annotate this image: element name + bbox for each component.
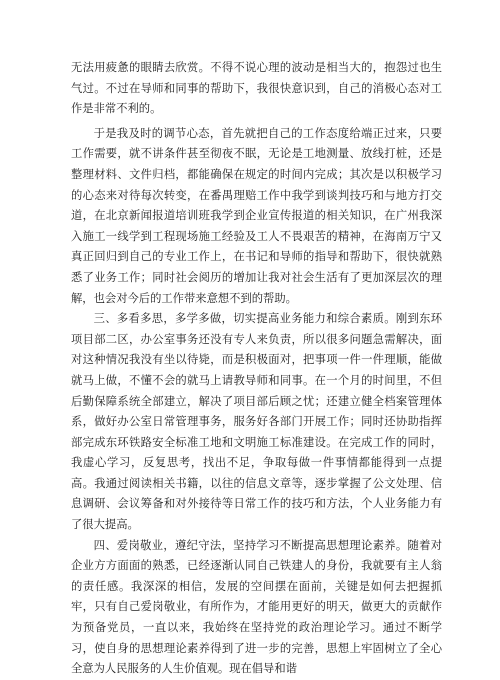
paragraph-4: 四、爱岗敬业，遵纪守法，坚持学习不断提高思想理论素养。随着对企业方方面面的熟悉，已经逐渐认同自己铁建人的身份，我就要有主人翁的责任感。我深深的相信，发展的空间摆在面前，关键是如何去把握抓牢，只有自己爱岗敬业，有所作为，才能用更好的明天，做更大的贡献作为预备党员，一直以来，我始终在坚持党的政治理论学习。通过不断学习，使自身的思想理论素养得到了进一步的完善，思想上牢固树立了全心全意为人民服务的人生价值观。现在倡导和谐 — [71, 538, 442, 676]
paragraph-3: 三、多看多思，多学多做，切实提高业务能力和综合素质。刚到东环项目部二区，办公室事务还没有专人来负责，所以很多问题急需解决，面对这种情况我没有坐以待毙，而是积极面对，把事项一件一件理顺，能做就马上做，不懂不会的就马上请教导师和同事。在一个月的时间里，不但后勤保障系统全部建立，解决了项目部后顾之忧；还建立健全档案管理体系，做好办公室日常管理事务，服务好各部门开展工作；同时还协助指挥部完成东环铁路安全标准工地和文明施工标准建设。在完成工作的同时，我虚心学习，反复思考，找出不足，争取每做一件事情都能得到一点提高。我通过阅读相关书籍，以往的信息文章等，逐步掌握了公文处理、信息调研、会议筹备和对外接待等日常工作的技巧和方法，个人业务能力有了很大提高。 — [71, 312, 442, 532]
paragraph-2: 于是我及时的调节心态，首先就把自己的工作态度给端正过来，只要工作需要，就不讲条件甚至彻夜不眠，无论是工地测量、放线打桩，还是整理材料、文件归档，都能确保在规定的时间内完成；其次是以积极学习的心态来对待每次转变，在番禺理赔工作中我学到谈判技巧和与地方打交道，在北京新闻报道培训班我学到企业宣传报道的相关知识，在广州我深入施工一线学到工程现场施工经验及工人不畏艰苦的精神，在海南万宁又真正回归到自己的专业工作上，在书记和导师的指导和帮助下，很快就熟悉了业务工作；同时社会阅历的增加让我对社会生活有了更加深层次的理解，也会对今后的工作带来意想不到的帮助。 — [71, 126, 442, 305]
paragraph-1: 无法用疲惫的眼睛去欣赏。不得不说心理的波动是相当大的，抱怨过也生气过。不过在导师和同事的帮助下，我很快意识到，自己的消极心态对工作是非常不利的。 — [71, 61, 442, 116]
